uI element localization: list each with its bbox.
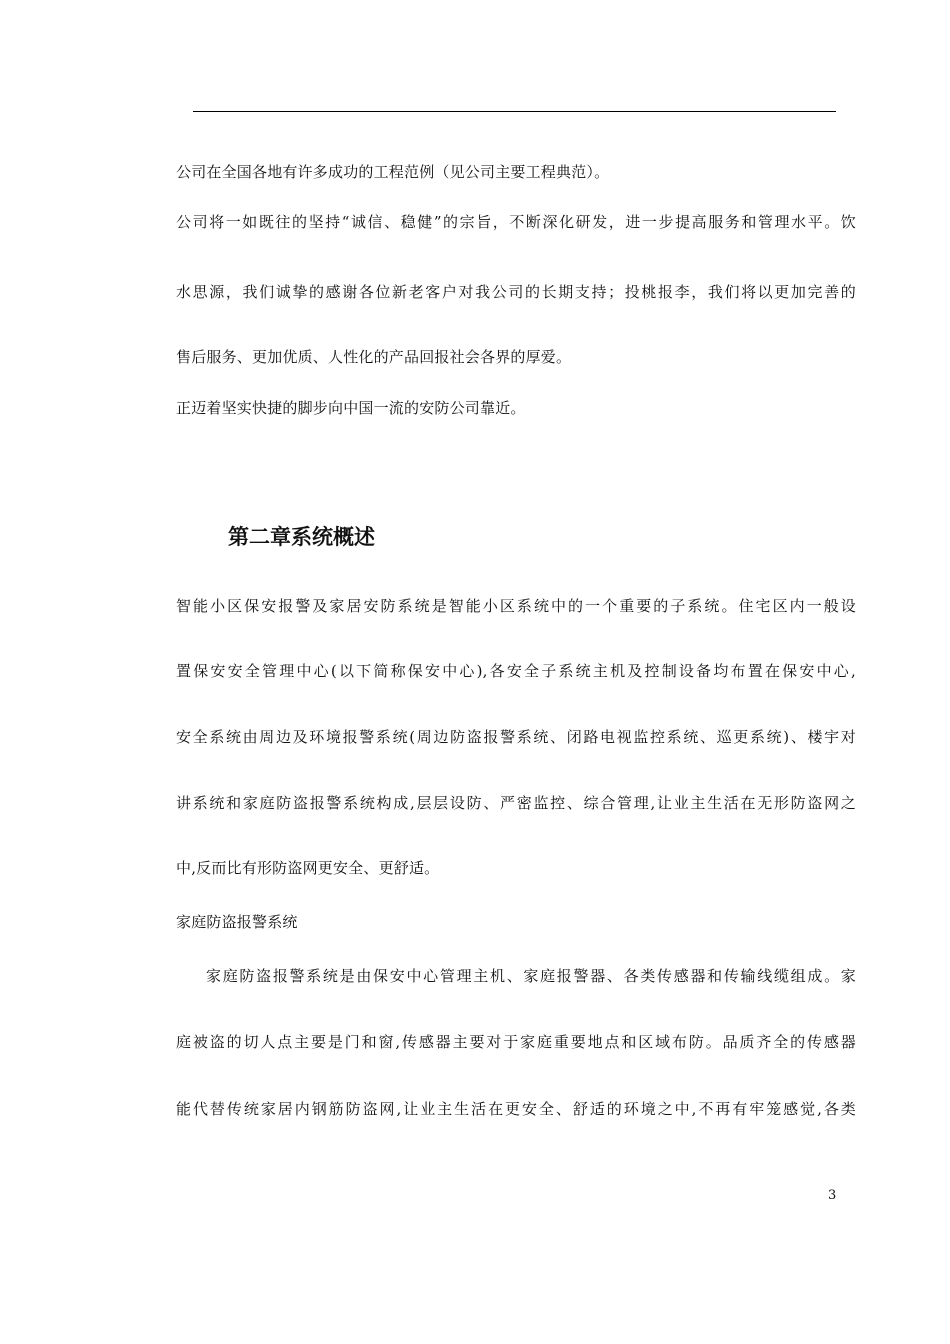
page-number: 3 xyxy=(828,1188,837,1203)
subsection-title: 家庭防盗报警系统 xyxy=(176,913,298,931)
overview-line: 安全系统由周边及环境报警系统(周边防盗报警系统、闭路电视监控系统、巡更系统)、楼宇对 xyxy=(176,728,856,746)
chapter-title: 第二章系统概述 xyxy=(228,525,375,549)
overview-line: 中,反而比有形防盗网更安全、更舒适。 xyxy=(176,859,440,877)
intro-line: 售后服务、更加优质、人性化的产品回报社会各界的厚爱。 xyxy=(176,348,572,366)
overview-line: 智能小区保安报警及家居安防系统是智能小区系统中的一个重要的子系统。住宅区内一般设 xyxy=(176,597,856,615)
subsection-line: 庭被盗的切人点主要是门和窗,传感器主要对于家庭重要地点和区域布防。品质齐全的传感器 xyxy=(176,1033,856,1051)
intro-line: 正迈着坚实快捷的脚步向中国一流的安防公司靠近。 xyxy=(176,399,526,417)
intro-line: 公司在全国各地有许多成功的工程范例（见公司主要工程典范）。 xyxy=(176,163,610,181)
intro-line: 公司将一如既往的坚持“诚信、稳健”的宗旨，不断深化研发，进一步提高服务和管理水平。饮 xyxy=(176,213,856,231)
intro-line: 水思源，我们诚挚的感谢各位新老客户对我公司的长期支持；投桃报李，我们将以更加完善的 xyxy=(176,283,856,301)
header-rule xyxy=(193,111,836,112)
subsection-line: 能代替传统家居内钢筋防盗网,让业主生活在更安全、舒适的环境之中,不再有牢笼感觉,各类 xyxy=(176,1100,856,1118)
overview-line: 置保安安全管理中心(以下简称保安中心),各安全子系统主机及控制设备均布置在保安中心, xyxy=(176,662,856,680)
overview-line: 讲系统和家庭防盗报警系统构成,层层设防、严密监控、综合管理,让业主生活在无形防盗网之 xyxy=(176,794,856,812)
subsection-line: 家庭防盗报警系统是由保安中心管理主机、家庭报警器、各类传感器和传输线缆组成。家 xyxy=(206,967,856,985)
